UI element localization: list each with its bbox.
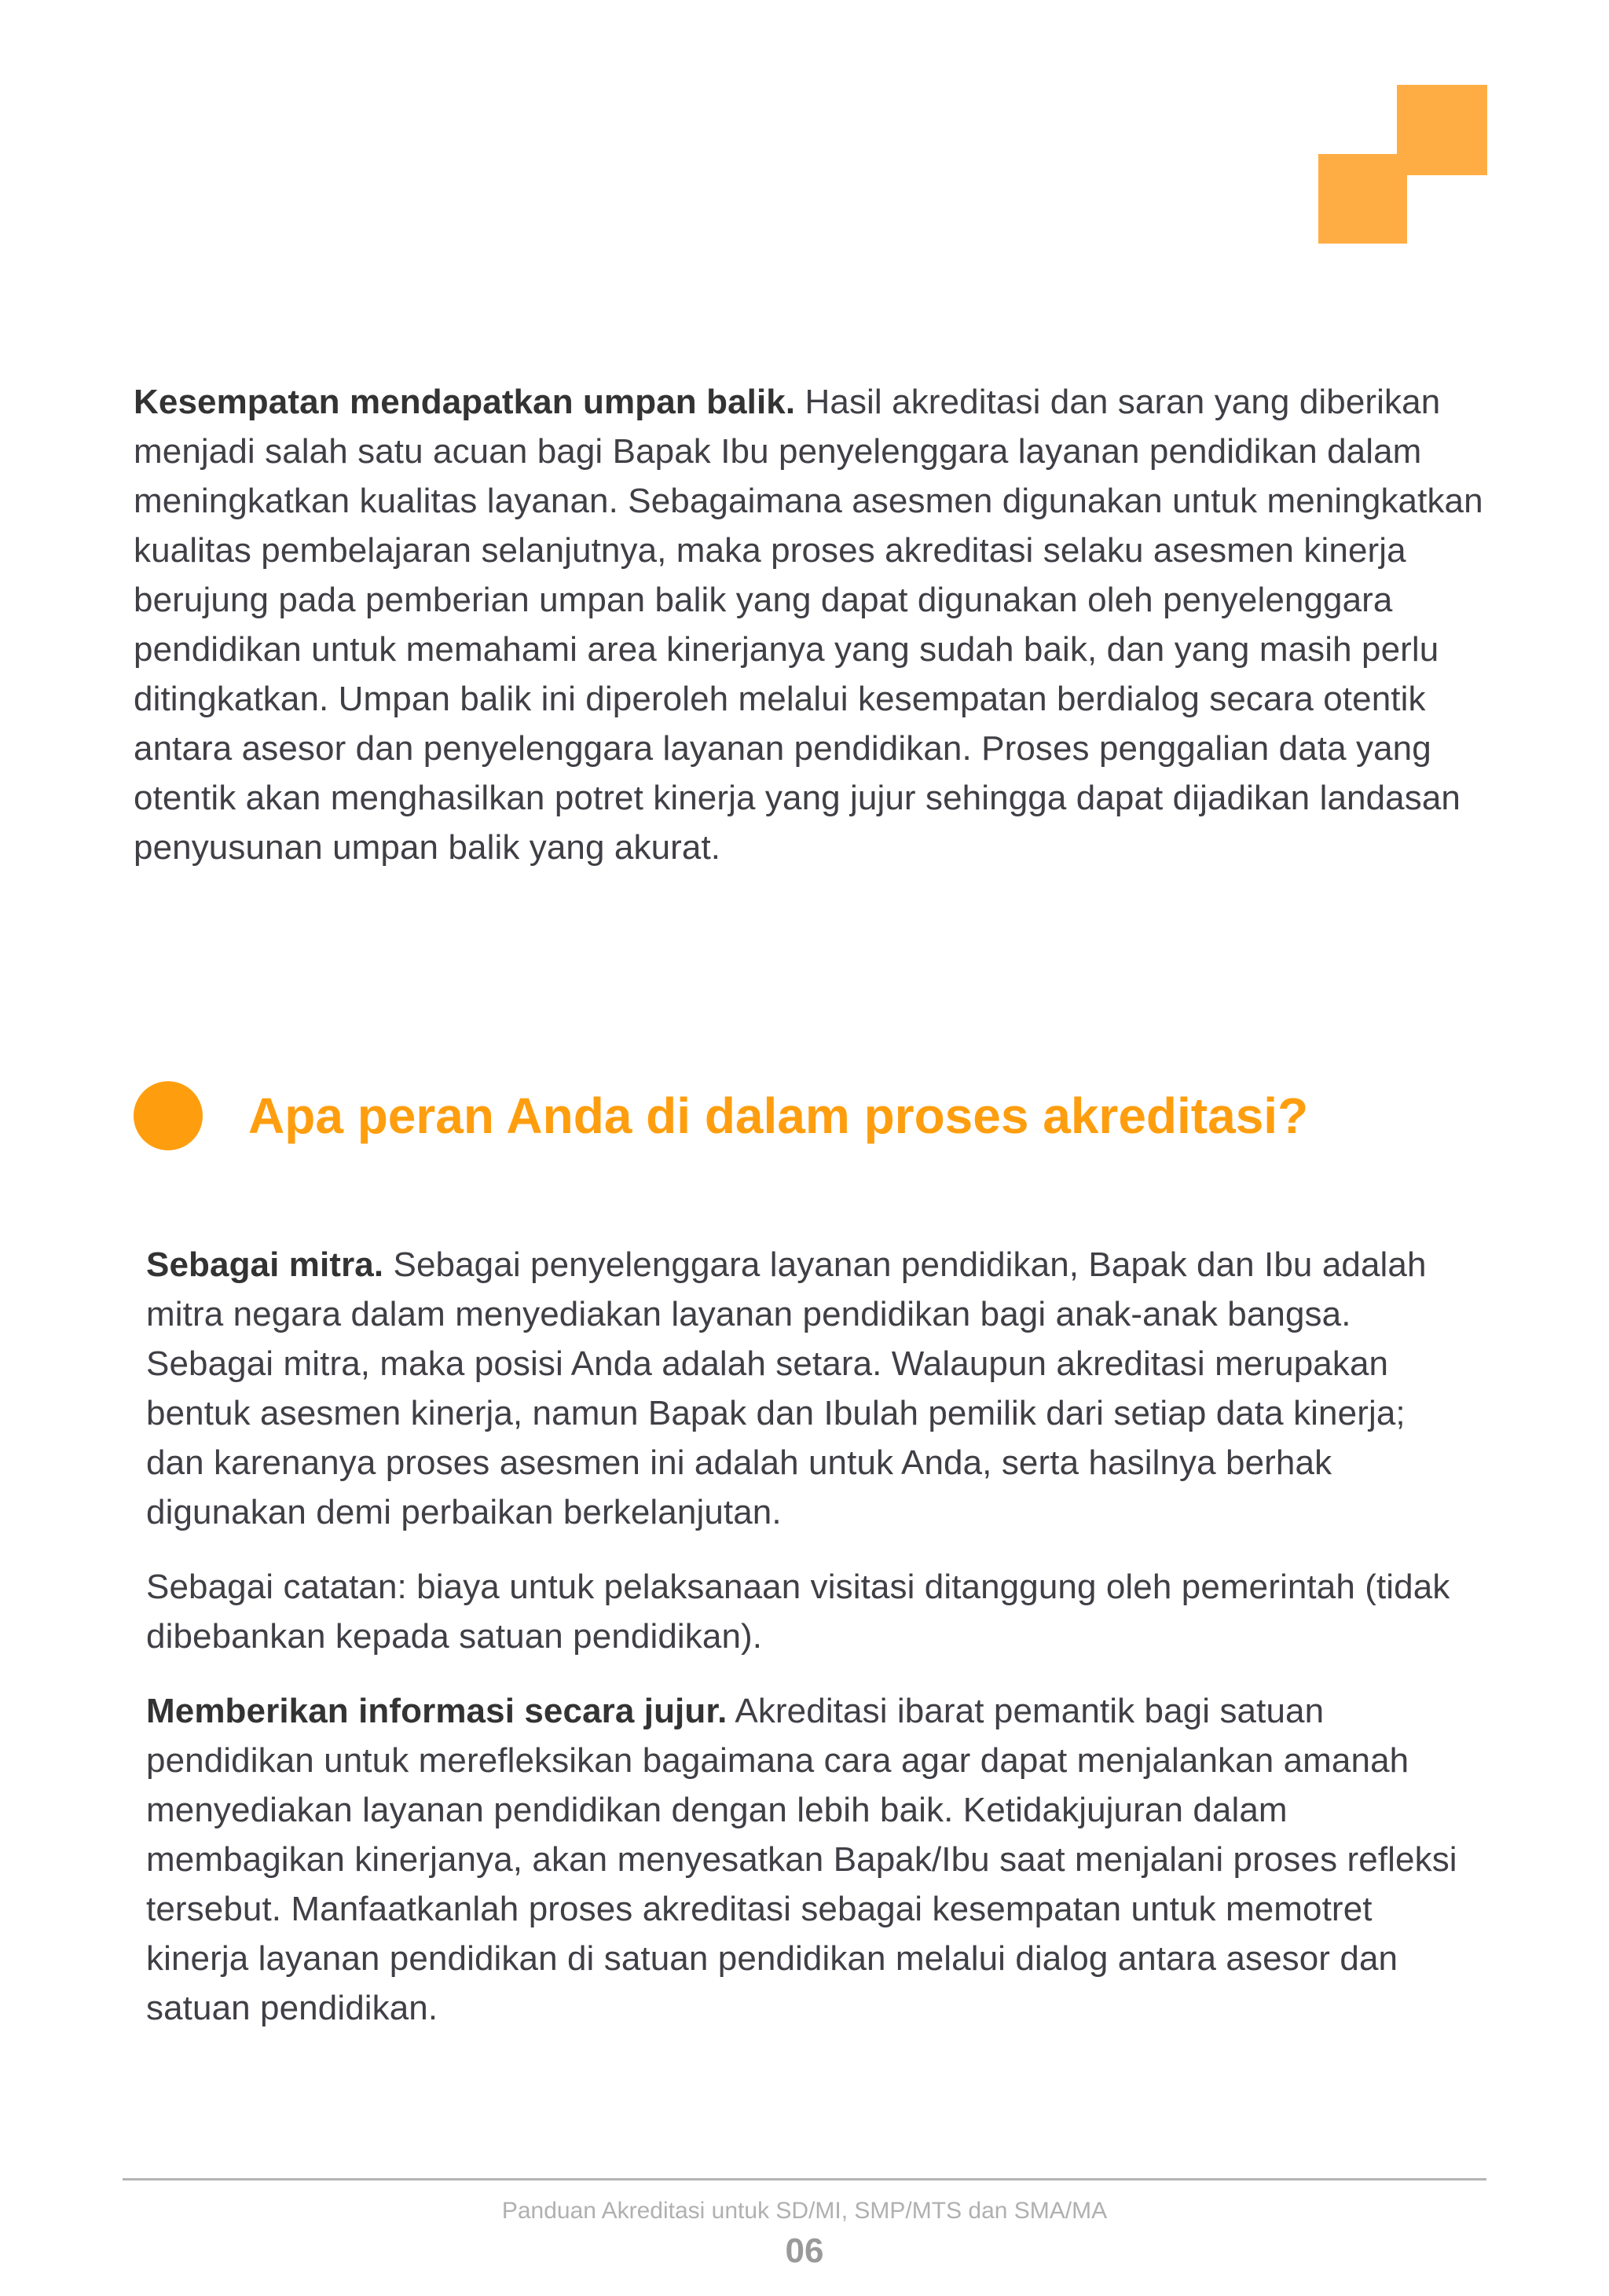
paragraph-catatan xyxy=(146,1562,1466,1661)
paragraph-text: Sebagai penyelenggara layanan pendidikan, Bapak dan Ibu adalah mitra negara dalam menyediakan layanan pendidikan bagi anak-anak bangsa. Sebagai mitra, maka posisi Anda adalah setara. Walaupun akreditasi merupakan bentuk asesmen kinerja, namun Bapak dan Ibulah pemilik dari setiap data kinerja; dan karenanya proses asesmen ini adalah untuk Anda, serta hasilnya berhak digunakan demi perbaikan berkelanjutan. xyxy=(146,1245,1427,1531)
footer-title: Panduan Akreditasi untuk SD/MI, SMP/MTS dan SMA/MA xyxy=(501,2198,1108,2224)
decorative-square-bottom xyxy=(1318,154,1407,244)
paragraph-umpan-balik xyxy=(134,377,1485,872)
section-title: Apa peran Anda di dalam proses akreditasi? xyxy=(248,1087,1309,1144)
paragraph-informasi-jujur xyxy=(146,1686,1466,2033)
paragraph-lead: Sebagai mitra. xyxy=(146,1245,384,1284)
footer-divider xyxy=(123,2178,1486,2180)
paragraph-lead: Memberikan informasi secara jujur. xyxy=(146,1692,728,1730)
decorative-square-top xyxy=(1397,85,1487,175)
paragraph-sebagai-mitra xyxy=(146,1240,1466,1537)
paragraph-text: Akreditasi ibarat pemantik bagi satuan pendidikan untuk merefleksikan bagaimana cara agar dapat menjalankan amanah menyediakan layanan pendidikan dengan lebih baik. Ketidakjujuran dalam membagikan kinerjanya, akan menyesatkan Bapak/Ibu saat menjalani proses refleksi tersebut. Manfaatkanlah proses akreditasi sebagai kesempatan untuk memotret kinerja layanan pendidikan di satuan pendidikan melalui dialog antara asesor dan satuan pendidikan. xyxy=(146,1692,1457,2027)
section-bullet-icon xyxy=(134,1081,203,1150)
page-number: 06 xyxy=(785,2232,824,2270)
paragraph-text: Sebagai catatan: biaya untuk pelaksanaan visitasi ditanggung oleh pemerintah (tidak dibebankan kepada satuan pendidikan). xyxy=(146,1568,1450,1656)
paragraph-text: Hasil akreditasi dan saran yang diberikan menjadi salah satu acuan bagi Bapak Ibu penyelenggara layanan pendidikan dalam meningkatkan kualitas layanan. Sebagaimana asesmen digunakan untuk meningkatkan kualitas pembelajaran selanjutnya, maka proses akreditasi selaku asesmen kinerja berujung pada pemberian umpan balik yang dapat digunakan oleh penyelenggara pendidikan untuk memahami area kinerjanya yang sudah baik, dan yang masih perlu ditingkatkan. Umpan balik ini diperoleh melalui kesempatan berdialog secara otentik antara asesor dan penyelenggara layanan pendidikan. Proses penggalian data yang otentik akan menghasilkan potret kinerja yang jujur sehingga dapat dijadikan landasan penyusunan umpan balik yang akurat. xyxy=(134,383,1483,867)
paragraph-lead: Kesempatan mendapatkan umpan balik. xyxy=(134,383,796,421)
